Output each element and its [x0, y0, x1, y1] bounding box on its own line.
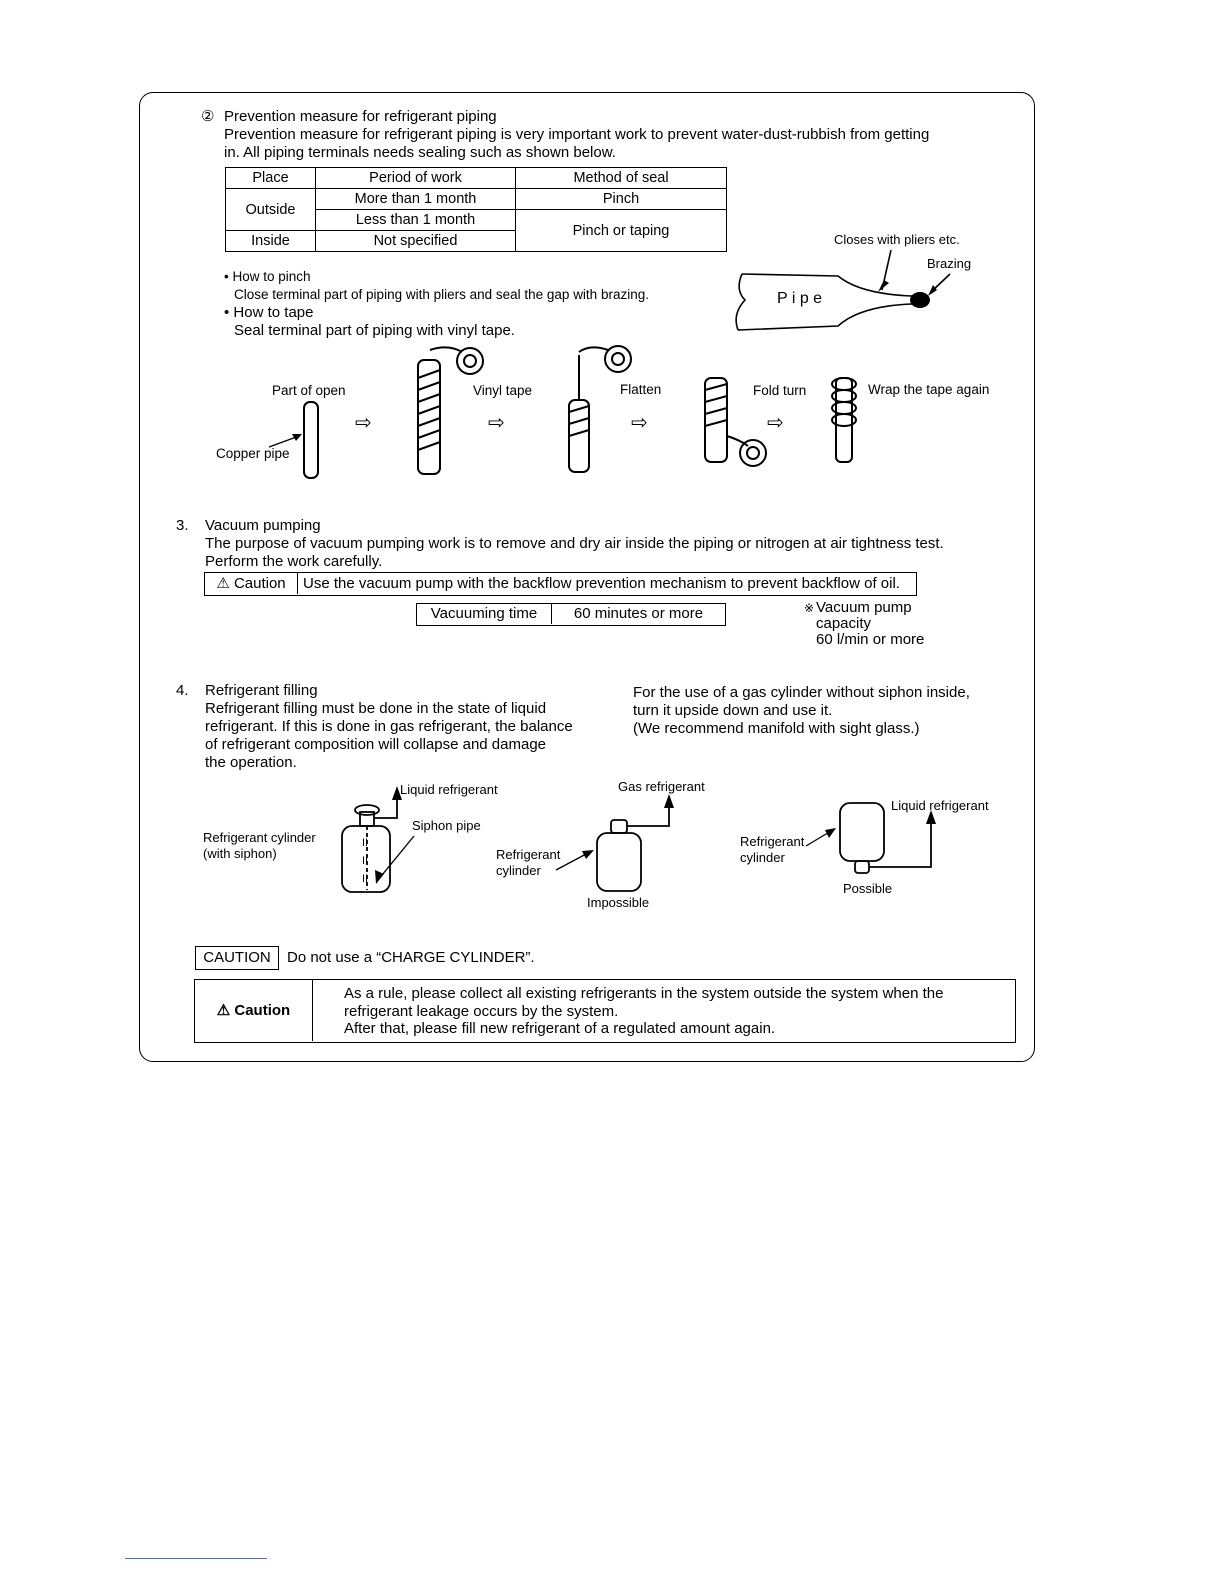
- liquid-refrigerant-label: Liquid refrigerant: [891, 798, 989, 813]
- closes-with-pliers-label: Closes with pliers etc.: [834, 232, 960, 247]
- how-to-pinch: • How to pinch: [224, 269, 311, 284]
- svg-text:II: II: [362, 837, 369, 849]
- section-text: turn it upside down and use it.: [633, 702, 833, 719]
- table-cell: Pinch or taping: [516, 210, 727, 252]
- tape-description: Seal terminal part of piping with vinyl tape.: [234, 322, 515, 339]
- section-text: refrigerant. If this is done in gas refrigerant, the balance: [205, 718, 573, 735]
- gas-refrigerant-label: Gas refrigerant: [618, 779, 705, 794]
- section-text: Perform the work carefully.: [205, 553, 383, 570]
- svg-text:II: II: [362, 873, 369, 885]
- how-to-tape: • How to tape: [224, 304, 314, 321]
- section-text: of refrigerant composition will collapse and damage: [205, 736, 547, 753]
- intro-text: in. All piping terminals needs sealing such as shown below.: [224, 144, 616, 161]
- intro-text: Prevention measure for refrigerant piping is very important work to prevent water-dust-rubbish from getting: [224, 126, 930, 143]
- footer-rule: [125, 1558, 267, 1559]
- table-cell: Inside: [226, 231, 316, 252]
- caution-tag-text: Do not use a “CHARGE CYLINDER”.: [287, 949, 535, 966]
- refrigerant-cylinder-label: Refrigerant: [740, 834, 805, 849]
- section-heading: Refrigerant filling: [205, 682, 318, 699]
- brazing-blob: [910, 292, 930, 308]
- pump-note: capacity: [816, 615, 872, 632]
- vacuuming-time-value: 60 minutes or more: [573, 605, 704, 622]
- caution-box-text: After that, please fill new refrigerant of a regulated amount again.: [344, 1020, 776, 1037]
- pump-note: Vacuum pump: [816, 599, 912, 616]
- caution-box: [194, 979, 1016, 1043]
- vacuuming-time-table: [416, 603, 726, 626]
- section-text: (We recommend manifold with sight glass.): [633, 720, 920, 737]
- note-mark: ※: [804, 601, 815, 615]
- pinch-description: Close terminal part of piping with pliers and seal the gap with brazing.: [234, 287, 649, 302]
- step-arrow-icon: ⇨: [488, 412, 505, 434]
- pump-note: 60 l/min or more: [816, 631, 925, 648]
- copper-pipe-label: Copper pipe: [216, 446, 290, 461]
- siphon-pipe-label: Siphon pipe: [412, 818, 481, 833]
- table-header: Method of seal: [516, 168, 727, 189]
- table-header: Place: [226, 168, 316, 189]
- flattened-pipe-drawing: [569, 346, 631, 472]
- pipe-cut-edge: [736, 274, 745, 330]
- table-cell: More than 1 month: [316, 189, 516, 210]
- section-number: 3.: [176, 517, 189, 534]
- table-cell: Less than 1 month: [316, 210, 516, 231]
- cylinder-with-siphon-label: (with siphon): [203, 846, 277, 861]
- liquid-refrigerant-label: Liquid refrigerant: [400, 782, 498, 797]
- table-cell: Not specified: [316, 231, 516, 252]
- caution-strip: [204, 572, 917, 596]
- part-of-open-label: Part of open: [272, 383, 346, 398]
- flatten-label: Flatten: [620, 382, 662, 397]
- impossible-label: Impossible: [587, 895, 650, 910]
- copper-pipe-drawing: [269, 402, 318, 478]
- refrigerant-cylinder-label: Refrigerant: [496, 847, 561, 862]
- caution-text: Use the vacuum pump with the backflow prevention mechanism to prevent backflow of oil.: [303, 575, 900, 592]
- table-cell: Outside: [226, 189, 316, 231]
- wrap-again-label: Wrap the tape again: [868, 382, 990, 397]
- section-number: ②: [201, 108, 215, 125]
- pipe-label: P i p e: [777, 290, 823, 307]
- fold-turn-label: Fold turn: [753, 383, 807, 398]
- cylinder-diagrams: [342, 798, 931, 892]
- caution-tag: CAUTION: [195, 946, 279, 970]
- section-number: 4.: [176, 682, 189, 699]
- caution-box-text: As a rule, please collect all existing refrigerants in the system outside the system when the: [344, 985, 944, 1002]
- caution-label: ⚠ Caution: [205, 573, 298, 594]
- table-cell: Pinch: [516, 189, 727, 210]
- refrigerant-cylinder-label: cylinder: [496, 863, 541, 878]
- cylinder-with-siphon-label: Refrigerant cylinder: [203, 830, 316, 845]
- section-heading: Prevention measure for refrigerant piping: [224, 108, 497, 125]
- section-text: Refrigerant filling must be done in the state of liquid: [205, 700, 547, 717]
- svg-text:II: II: [362, 855, 369, 867]
- caution-box-text: refrigerant leakage occurs by the system.: [344, 1003, 619, 1020]
- step-arrow-icon: ⇨: [355, 412, 372, 434]
- section-text: The purpose of vacuum pumping work is to remove and dry air inside the piping or nitrogen at air tightness test.: [205, 535, 944, 552]
- refrigerant-cylinder-label: cylinder: [740, 850, 785, 865]
- section-text: For the use of a gas cylinder without siphon inside,: [633, 684, 970, 701]
- possible-label: Possible: [843, 881, 893, 896]
- vinyl-tape-label: Vinyl tape: [473, 383, 533, 398]
- step-arrow-icon: ⇨: [767, 412, 784, 434]
- table-header: Period of work: [316, 168, 516, 189]
- wrapped-again-drawing: [832, 378, 856, 462]
- section-heading: Vacuum pumping: [205, 517, 321, 534]
- brazing-label: Brazing: [927, 256, 972, 271]
- pipe-outline-bottom: [738, 304, 912, 330]
- section-text: the operation.: [205, 754, 297, 771]
- vacuuming-time-label: Vacuuming time: [417, 604, 552, 624]
- caution-box-label: ⚠ Caution: [195, 980, 313, 1041]
- step-arrow-icon: ⇨: [631, 412, 648, 434]
- taped-pipe-drawing: [418, 347, 483, 474]
